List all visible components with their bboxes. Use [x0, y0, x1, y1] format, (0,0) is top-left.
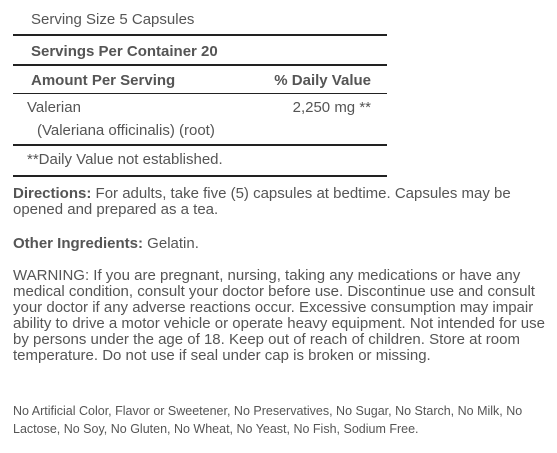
daily-value-header: % Daily Value — [274, 72, 371, 89]
ingredient-amount: 2,250 mg ** — [292, 99, 371, 116]
amount-per-serving-header: Amount Per Serving — [31, 72, 176, 89]
ingredient-row — [13, 94, 387, 118]
ingredient-name: Valerian — [27, 99, 81, 116]
warning-text: WARNING: If you are pregnant, nursing, taking any medications or have any medical condition, consult your doctor before use. Discontinue use and consult your doctor if any adverse reactions occur. Excessive consumption may impair ability to drive a motor vehicle or operate heavy equipment. Not intended for use by persons under the age of 18. Keep out of reach of children. Store at room temperature. Do not use if seal under cap is broken or missing. — [13, 267, 545, 364]
other-ingredients-label: Other Ingredients: — [13, 235, 144, 252]
ingredient-source: (Valeriana officinalis) (root) — [37, 122, 215, 139]
servings-per-container-row — [13, 36, 387, 66]
directions-label: Directions: — [13, 185, 92, 202]
supplement-facts-panel — [13, 5, 387, 177]
free-from-statement: No Artificial Color, Flavor or Sweetener, No Preservatives, No Sugar, No Starch, No Milk, No Lactose, No Soy, No Gluten, No Wheat, No Yeast, No Fish, Sodium Free. — [13, 404, 523, 436]
other-ingredients — [13, 236, 548, 252]
table-header-row — [13, 66, 387, 94]
ingredient-source-row — [13, 118, 387, 146]
servings-per-container: Servings Per Container 20 — [31, 43, 218, 60]
serving-size-row — [13, 5, 387, 36]
daily-value-footnote: **Daily Value not established. — [27, 151, 223, 168]
footnote-row — [13, 146, 387, 175]
other-ingredients-text: Gelatin. — [143, 235, 199, 252]
directions — [13, 186, 548, 218]
directions-text: For adults, take five (5) capsules at bedtime. Capsules may be opened and prepared as a tea. — [13, 185, 511, 218]
serving-size: Serving Size 5 Capsules — [31, 11, 195, 28]
